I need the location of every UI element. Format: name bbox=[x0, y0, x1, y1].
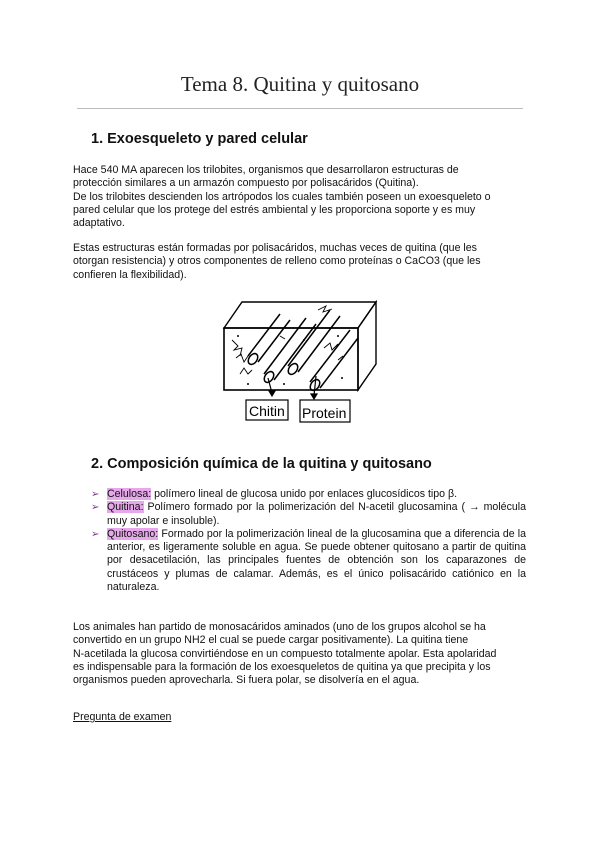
exam-question-link[interactable]: Pregunta de examen bbox=[73, 711, 172, 723]
text-line: confieren la flexibilidad). bbox=[73, 268, 187, 281]
section-2-heading: 2. Composición química de la quitina y quitosano bbox=[91, 456, 432, 472]
arrow-bullet-icon: ➢ bbox=[91, 502, 100, 514]
section-1-paragraph-2 bbox=[73, 242, 526, 282]
term-highlight: Quitina: bbox=[107, 501, 144, 514]
bullet-text: Formado por la polimerización lineal de la glucosamina que a diferencia de la anterior, es ligeramente soluble en agua. Se puede obtener quitosano a partir de quitina por desacetilación, las principales fuentes de obtención son los caparazones de crustáceos y plumas de calamar. Además, es el único polisacárido catiónico en la naturaleza. bbox=[107, 527, 526, 594]
chitin-fibers bbox=[246, 310, 358, 392]
text-line: pared celular que los protege del estrés ambiental y les proporciona soporte y es muy bbox=[73, 203, 476, 216]
text-line: es indispensable para la formación de los exoesqueletos de quitina ya que precipita y los bbox=[73, 660, 491, 673]
box-top-face bbox=[224, 302, 376, 328]
box-side-face bbox=[358, 302, 376, 390]
bullet-text: polímero lineal de glucosa unido por enlaces glucosídicos tipo β. bbox=[151, 488, 458, 500]
section-2-paragraph bbox=[73, 621, 526, 687]
composition-list bbox=[91, 488, 526, 594]
text-line: convertido en un grupo NH2 el cual se puede cargar positivamente). La quitina tiene bbox=[73, 634, 469, 647]
text-line: Los animales han partido de monosacáridos aminados (uno de los grupos alcohol se ha bbox=[73, 621, 486, 633]
text-line: N-acetilada la glucosa convirtiéndose en un compuesto totalmente apolar. Esta apolaridad bbox=[73, 647, 497, 660]
protein-label: Protein bbox=[302, 405, 347, 421]
chitin-label: Chitin bbox=[249, 403, 285, 419]
section-1-paragraph-1 bbox=[73, 164, 526, 230]
text-line: Estas estructuras están formadas por polisacáridos, muchas veces de quitina (que les bbox=[73, 242, 477, 254]
list-item bbox=[91, 501, 526, 528]
page-title: Tema 8. Quitina y quitosano bbox=[180, 72, 420, 96]
bullet-text: Polímero formado por la polimerización del N-acetil glucosamina ( → molécula muy apolar e insoluble). bbox=[107, 501, 526, 527]
chitin-protein-diagram bbox=[218, 296, 382, 426]
term-highlight: Quitosano: bbox=[107, 527, 159, 540]
arrow-bullet-icon: ➢ bbox=[91, 528, 100, 540]
text-line: Hace 540 MA aparecen los trilobites, organismos que desarrollaron estructuras de bbox=[73, 164, 459, 176]
arrow-bullet-icon: ➢ bbox=[91, 489, 100, 500]
term-highlight: Celulosa: bbox=[107, 488, 152, 500]
list-item bbox=[91, 528, 526, 594]
text-line: organismos pueden aprovecharla. Si fuera polar, se disolvería en el agua. bbox=[73, 674, 420, 687]
section-1-heading: 1. Exoesqueleto y pared celular bbox=[91, 131, 308, 147]
text-line: otorgan resistencia) y otros componentes de relleno como proteínas o CaCO3 (que les bbox=[73, 255, 481, 268]
title-divider bbox=[77, 108, 523, 109]
text-line: adaptativo. bbox=[73, 217, 125, 230]
text-line: protección similares a un armazón compuesto por polisacáridos (Quitina). bbox=[73, 177, 419, 190]
list-item bbox=[91, 488, 526, 501]
text-line: De los trilobites descienden los artrópodos los cuales también poseen un exoesqueleto o bbox=[73, 190, 491, 203]
